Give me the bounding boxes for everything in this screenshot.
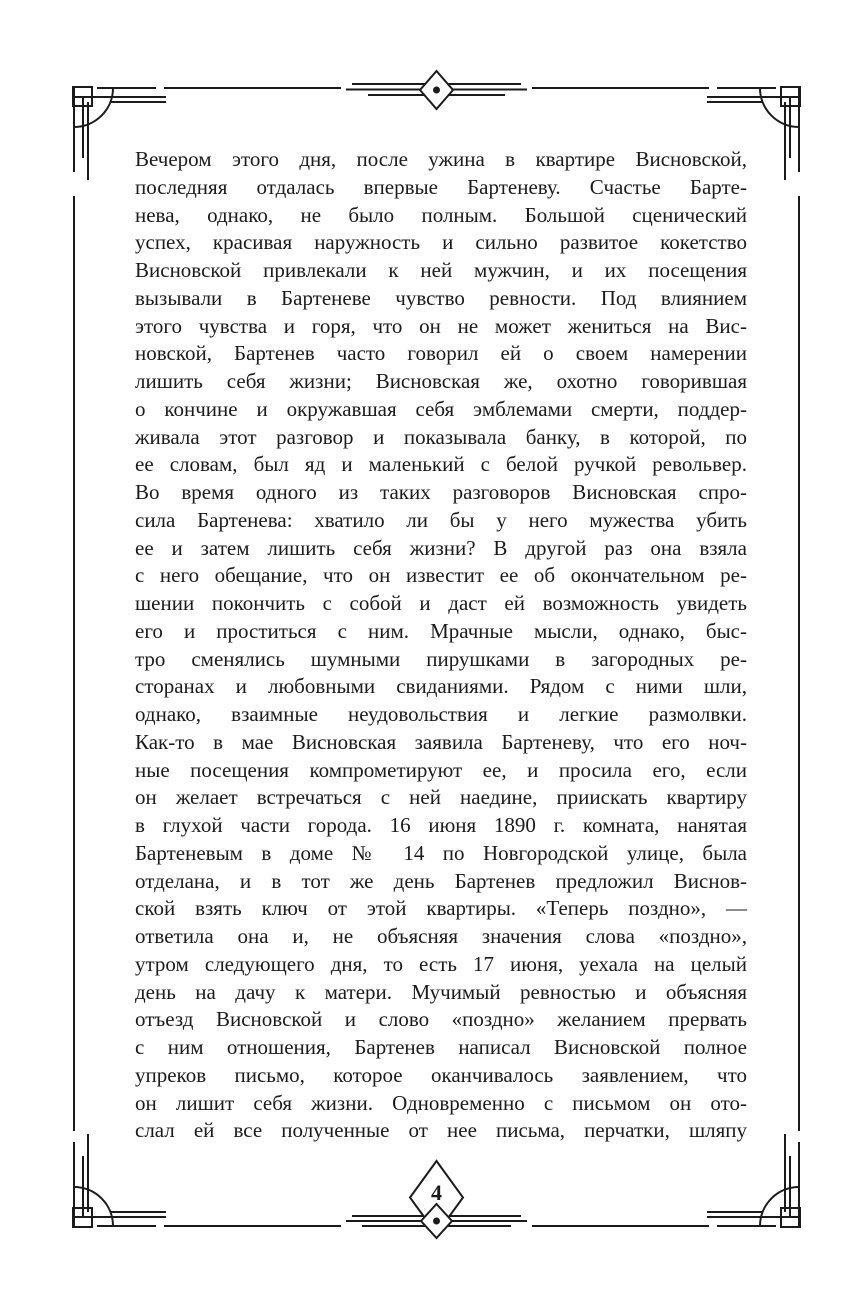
text-line: живала этот разговор и показывала банку, в которой, по <box>135 424 747 449</box>
text-line: тро сменялись шумными пирушками в загородных ре- <box>135 646 747 671</box>
text-line: о кончине и окружавшая себя эмблемами смерти, поддер- <box>135 396 747 421</box>
text-line: Вечером этого дня, после ужина в квартире Висновской, <box>135 147 747 171</box>
text-line: отъезд Висновской и слово «поздно» желанием прервать <box>135 1007 747 1032</box>
text-line: ответила она и, не объясняя значения слова «поздно», <box>135 924 747 948</box>
body-text <box>135 146 747 1145</box>
text-line: Бартеневым в доме № 14 по Новгородской улице, была <box>135 840 747 865</box>
text-line: с ним отношения, Бартенев написал Висновской полное <box>135 1035 747 1059</box>
dot-icon <box>433 87 440 94</box>
text-line: он лишит себя жизни. Одновременно с письмом он ото- <box>135 1090 747 1115</box>
text-line: ее и затем лишить себя жизни? В другой раз она взяла <box>135 535 747 560</box>
text-line: вызывали в Бартеневе чувство ревности. Под влиянием <box>135 285 747 310</box>
text-line: упреков письмо, которое оканчивалось заявлением, что <box>135 1062 747 1087</box>
text-line: он желает встречаться с ней наедине, приискать квартиру <box>135 785 747 810</box>
text-line: шении покончить с собой и даст ей возможность увидеть <box>135 591 747 615</box>
text-line: сила Бартенева: хватило ли бы у него мужества убить <box>135 507 747 532</box>
corner-flourish-bottom-left-icon <box>73 1134 166 1227</box>
text-line: новской, Бартенев часто говорил ей о своем намерении <box>135 341 747 366</box>
text-line: Во время одного из таких разговоров Висновская спро- <box>135 480 747 504</box>
text-line: его и проститься с ним. Мрачные мысли, однако, быс- <box>135 618 747 643</box>
text-line: день на дачу к матери. Мучимый ревностью и объясняя <box>135 979 747 1004</box>
page-number: 4 <box>431 1180 442 1205</box>
text-line: последняя отдалась впервые Бартеневу. Счастье Барте- <box>135 174 747 199</box>
text-line: этого чувства и горя, что он не может жениться на Вис- <box>135 313 747 338</box>
corner-flourish-bottom-right-icon <box>707 1134 800 1227</box>
dot-icon <box>433 1218 440 1225</box>
text-line: лишить себя жизни; Висновская же, охотно говорившая <box>135 369 747 393</box>
text-line: Висновской привлекали к ней мужчин, и их посещения <box>135 258 747 282</box>
text-line: с него обещание, что он известит ее об окончательном ре- <box>135 563 747 588</box>
text-line: ные посещения компрометируют ее, и просила его, если <box>135 757 747 782</box>
text-line: успех, красивая наружность и сильно развитое кокетство <box>135 230 747 255</box>
text-line: нева, однако, не было полным. Большой сценический <box>135 202 747 227</box>
text-line: утром следующего дня, то есть 17 июня, уехала на целый <box>135 951 747 976</box>
text-line: слал ей все полученные от нее письма, перчатки, шляпу <box>135 1118 747 1143</box>
text-line: Как-то в мае Висновская заявила Бартеневу, что его ноч- <box>135 729 747 754</box>
text-line: ской взять ключ от этой квартиры. «Теперь поздно», — <box>135 896 747 921</box>
text-line: однако, взаимные неудовольствия и легкие размолвки. <box>135 702 747 726</box>
top-center-ornament-icon <box>346 71 527 109</box>
bottom-center-ornament-icon <box>346 1161 527 1238</box>
text-line: ее словам, был яд и маленький с белой ручкой револьвер. <box>135 452 747 477</box>
text-line: сторанах и любовными свиданиями. Рядом с ними шли, <box>135 674 747 699</box>
text-line: отделана, и в тот же день Бартенев предложил Виснов- <box>135 868 747 893</box>
text-line: в глухой части города. 16 июня 1890 г. комната, нанятая <box>135 813 747 837</box>
